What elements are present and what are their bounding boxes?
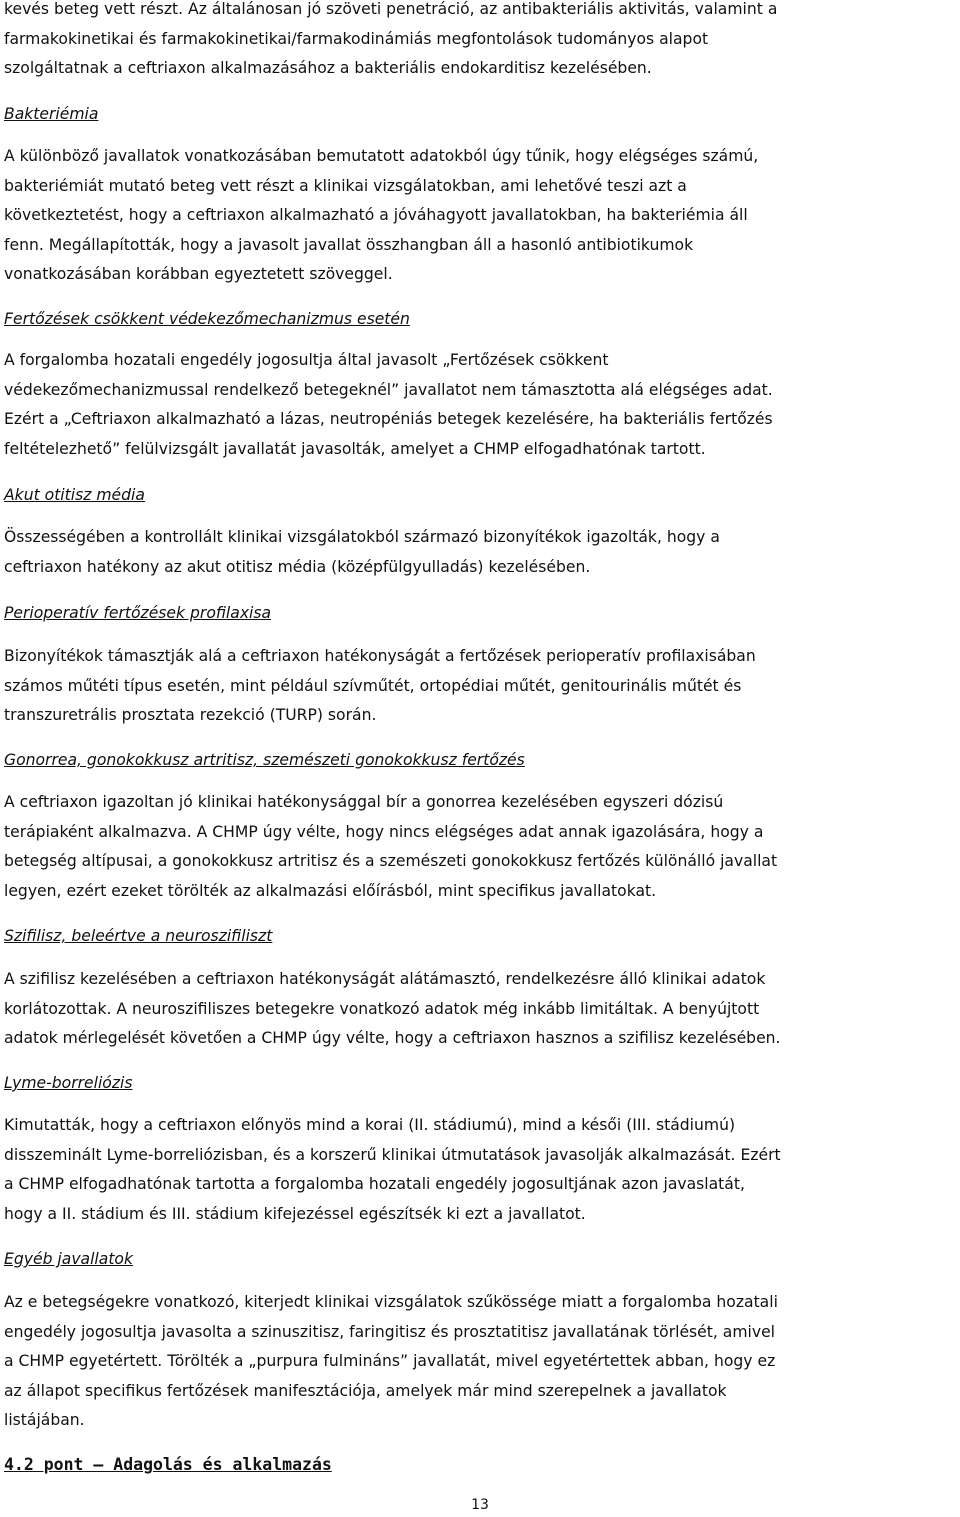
paragraph-line: Összességében a kontrollált klinikai vizsgálatokból származó bizonyítékok igazolták, hogy a [4, 528, 720, 546]
intro-paragraph [4, 0, 777, 84]
intro-line: farmakokinetikai és farmakokinetikai/farmakodinámiás megfontolások tudományos alapot [4, 29, 709, 48]
paragraph-line: Kimutatták, hogy a ceftriaxon előnyös mind a korai (II. stádiumú), mind a késői (III. stádiumú) [4, 1116, 736, 1134]
paragraph-line: terápiaként alkalmazva. A CHMP úgy vélte, hogy nincs elégséges adat annak igazolására, hogy a [4, 822, 764, 841]
section-heading-immunocompromised: Fertőzések csökkent védekezőmechanizmus esetén [4, 310, 410, 328]
section-paragraph-other-indications [4, 1288, 778, 1436]
paragraph-line: disszeminált Lyme-borreliózisban, és a korszerű klinikai útmutatások javasolják alkalmazását. Ezért [4, 1145, 781, 1164]
paragraph-line: betegség altípusai, a gonokokkusz artritisz és a szemészeti gonokokkusz fertőzés különálló javallat [4, 852, 778, 870]
paragraph-line: Az e betegségekre vonatkozó, kiterjedt klinikai vizsgálatok szűkössége miatt a forgalomba hozatali [4, 1293, 778, 1311]
section-paragraph-gonorrhea [4, 788, 777, 906]
section-paragraph-immunocompromised [4, 346, 773, 464]
paragraph-line: listájában. [4, 1411, 85, 1429]
paragraph-line: hogy a II. stádium és III. stádium kifejezéssel egészítsék ki ezt a javallatot. [4, 1204, 586, 1223]
section-heading-syphilis: Szifilisz, beleértve a neuroszifiliszt [4, 927, 273, 945]
section-heading-gonorrhea: Gonorrea, gonokokkusz artritisz, szemészeti gonokokkusz fertőzés [4, 751, 525, 769]
paragraph-line: A forgalomba hozatali engedély jogosultja által javasolt „Fertőzések csökkent [4, 351, 609, 369]
paragraph-line: Ezért a „Ceftriaxon alkalmazható a lázas, neutropéniás betegek kezelésére, ha bakteriális fertőzés [4, 410, 773, 428]
paragraph-line: legyen, ezért ezeket törölték az alkalmazási előírásból, mint specifikus javallatokat. [4, 881, 657, 900]
paragraph-line: védekezőmechanizmussal rendelkező betegeknél” javallatot nem támasztotta alá elégséges adat. [4, 380, 773, 399]
paragraph-line: A különböző javallatok vonatkozásában bemutatott adatokból úgy tűnik, hogy elégséges számú, [4, 147, 759, 165]
paragraph-line: a CHMP elfogadhatónak tartotta a forgalomba hozatali engedély jogosultjának azon javaslatát, [4, 1175, 745, 1193]
section-heading-bacteremia: Bakteriémia [4, 105, 99, 123]
paragraph-line: transzuretrális prosztata rezekció (TURP) során. [4, 706, 377, 724]
paragraph-line: a CHMP egyetértett. Törölték a „purpura fulmináns” javallatát, mivel egyetértettek abban, hogy ez [4, 1352, 776, 1370]
paragraph-line: feltételezhető” felülvizsgált javallatát javasolták, amelyet a CHMP elfogadhatónak tartott. [4, 439, 706, 458]
paragraph-line: vonatkozásában korábban egyeztetett szöveggel. [4, 265, 393, 283]
paragraph-line: Bizonyítékok támasztják alá a ceftriaxon hatékonyságát a fertőzések perioperatív profilaxisában [4, 647, 756, 665]
section-paragraph-lyme [4, 1111, 781, 1229]
section-paragraph-perioperative [4, 642, 756, 731]
section-heading-other-indications: Egyéb javallatok [4, 1250, 134, 1268]
paragraph-line: korlátozottak. A neuroszifiliszes betegekre vonatkozó adatok még inkább limitáltak. A benyújtott [4, 999, 760, 1018]
paragraph-line: fenn. Megállapították, hogy a javasolt javallat összhangban áll a hasonló antibiotikumok [4, 235, 694, 254]
paragraph-line: bakteriémiát mutató beteg vett részt a klinikai vizsgálatokban, ami lehetővé teszi azt a [4, 176, 687, 195]
next-section-heading: 4.2 pont – Adagolás és alkalmazás [4, 1455, 332, 1474]
paragraph-line: A ceftriaxon igazoltan jó klinikai hatékonysággal bír a gonorrea kezelésében egyszeri dózisú [4, 793, 724, 811]
section-heading-otitis: Akut otitisz média [4, 486, 145, 504]
paragraph-line: következtetést, hogy a ceftriaxon alkalmazható a jóváhagyott javallatokban, ha bakteriémia áll [4, 206, 748, 224]
paragraph-line: ceftriaxon hatékony az akut otitisz média (középfülgyulladás) kezelésében. [4, 557, 591, 576]
paragraph-line: engedély jogosultja javasolta a szinuszitisz, faringitisz és prosztatitisz javallatának törlését, amivel [4, 1322, 776, 1341]
section-heading-lyme: Lyme-borreliózis [4, 1074, 133, 1092]
paragraph-line: az állapot specifikus fertőzések manifesztációja, amelyek már mind szerepelnek a javallatok [4, 1381, 727, 1400]
paragraph-line: A szifilisz kezelésében a ceftriaxon hatékonyságát alátámasztó, rendelkezésre álló klinikai adatok [4, 970, 766, 988]
intro-line: szolgáltatnak a ceftriaxon alkalmazásához a bakteriális endokarditisz kezelésében. [4, 59, 652, 77]
paragraph-line: számos műtéti típus esetén, mint például szívműtét, ortopédiai műtét, genitourinális műtét és [4, 676, 742, 695]
section-paragraph-bacteremia [4, 142, 758, 290]
section-paragraph-otitis [4, 523, 720, 582]
section-paragraph-syphilis [4, 965, 781, 1054]
section-heading-perioperative: Perioperatív fertőzések profilaxisa [4, 604, 272, 622]
intro-line: kevés beteg vett részt. Az általánosan jó szöveti penetráció, az antibakteriális aktivitás, valamint a [4, 0, 778, 18]
page-number: 13 [471, 1497, 489, 1513]
paragraph-line: adatok mérlegelését követően a CHMP úgy vélte, hogy a ceftriaxon hasznos a szifilisz kezelésében. [4, 1029, 781, 1047]
